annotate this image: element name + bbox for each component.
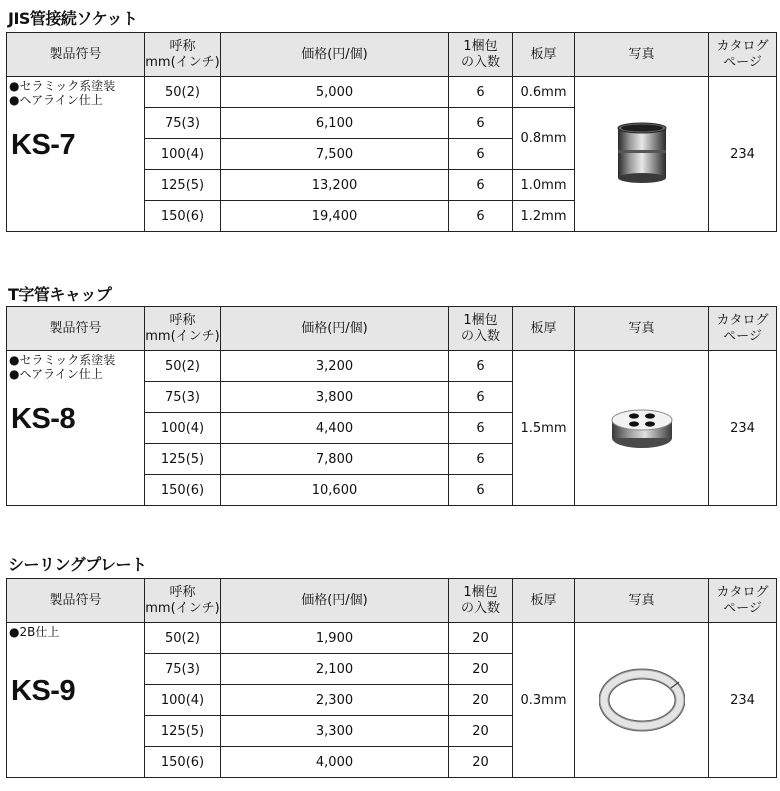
product-table (6, 578, 777, 778)
price: 7,500 (221, 139, 449, 170)
pack-quantity: 6 (449, 77, 513, 108)
nominal-size: 125(5) (145, 716, 221, 747)
nominal-size: 50(2) (145, 77, 221, 108)
price: 7,800 (221, 444, 449, 475)
nominal-size: 75(3) (145, 108, 221, 139)
price: 4,000 (221, 747, 449, 778)
nominal-size: 125(5) (145, 444, 221, 475)
product-photo (575, 351, 709, 506)
product-notes (7, 351, 144, 381)
product-table (6, 32, 777, 232)
header-nominal-line2: mm(インチ) (145, 54, 220, 70)
sealing-ring-icon (599, 668, 685, 732)
thickness: 0.8mm (513, 108, 575, 170)
header-code: 製品符号 (7, 33, 145, 77)
section-title: JIS管接続ソケット (8, 9, 138, 28)
nominal-size: 75(3) (145, 382, 221, 413)
section-title: シーリングプレート (8, 555, 147, 574)
nominal-size: 125(5) (145, 170, 221, 201)
nominal-size: 100(4) (145, 413, 221, 444)
header-row (7, 579, 777, 623)
header-nominal-line1: 呼称 (169, 38, 196, 54)
header-nominal (145, 579, 221, 623)
header-thickness: 板厚 (513, 307, 575, 351)
header-nominal-line2: mm(インチ) (145, 600, 220, 616)
thickness: 0.6mm (513, 77, 575, 108)
pack-quantity: 6 (449, 108, 513, 139)
catalog-page: 234 (709, 77, 777, 232)
note-line: ●ヘアライン仕上 (9, 93, 103, 107)
socket-cylinder-icon (612, 122, 672, 186)
header-photo: 写真 (575, 307, 709, 351)
product-photo (575, 623, 709, 778)
thickness: 1.5mm (513, 351, 575, 506)
pack-quantity: 20 (449, 747, 513, 778)
header-pack-line2: の入数 (460, 600, 500, 616)
header-pack-line1: 1梱包 (463, 38, 498, 54)
product-code-cell (7, 77, 145, 232)
price: 1,900 (221, 623, 449, 654)
price: 2,300 (221, 685, 449, 716)
catalog-page: 234 (709, 351, 777, 506)
table-row (7, 351, 777, 382)
header-nominal-line1: 呼称 (169, 584, 196, 600)
header-code: 製品符号 (7, 307, 145, 351)
nominal-size: 50(2) (145, 623, 221, 654)
header-pack-line2: の入数 (460, 328, 500, 344)
product-code: KS-9 (11, 675, 76, 707)
pack-quantity: 6 (449, 382, 513, 413)
pack-quantity: 6 (449, 351, 513, 382)
header-price: 価格(円/個) (221, 33, 449, 77)
header-catalog-line1: カタログ (716, 38, 769, 54)
pack-quantity: 6 (449, 475, 513, 506)
price: 13,200 (221, 170, 449, 201)
pack-quantity: 20 (449, 654, 513, 685)
header-row (7, 33, 777, 77)
price: 19,400 (221, 201, 449, 232)
pack-quantity: 6 (449, 139, 513, 170)
header-catalog-line2: ページ (723, 600, 762, 616)
nominal-size: 100(4) (145, 139, 221, 170)
pack-quantity: 6 (449, 170, 513, 201)
header-catalog-line1: カタログ (716, 584, 769, 600)
table-row (7, 77, 777, 108)
table-row (7, 623, 777, 654)
thickness: 1.2mm (513, 201, 575, 232)
product-notes (7, 77, 144, 107)
header-thickness: 板厚 (513, 33, 575, 77)
pack-quantity: 6 (449, 201, 513, 232)
price: 10,600 (221, 475, 449, 506)
catalog-page: 234 (709, 623, 777, 778)
note-line: ●2B仕上 (9, 625, 60, 639)
product-table (6, 306, 777, 506)
nominal-size: 150(6) (145, 475, 221, 506)
header-catalog (709, 33, 777, 77)
header-catalog (709, 307, 777, 351)
pack-quantity: 6 (449, 413, 513, 444)
price: 2,100 (221, 654, 449, 685)
nominal-size: 75(3) (145, 654, 221, 685)
header-pack (449, 307, 513, 351)
price: 3,800 (221, 382, 449, 413)
header-catalog-line2: ページ (723, 328, 762, 344)
product-notes (7, 623, 144, 639)
header-pack (449, 33, 513, 77)
header-thickness: 板厚 (513, 579, 575, 623)
nominal-size: 50(2) (145, 351, 221, 382)
nominal-size: 150(6) (145, 201, 221, 232)
product-code: KS-7 (11, 129, 76, 161)
product-code-cell (7, 351, 145, 506)
product-code: KS-8 (11, 403, 76, 435)
nominal-size: 150(6) (145, 747, 221, 778)
header-row (7, 307, 777, 351)
header-nominal-line1: 呼称 (169, 312, 196, 328)
header-catalog-line1: カタログ (716, 312, 769, 328)
price: 5,000 (221, 77, 449, 108)
product-photo (575, 77, 709, 232)
header-price: 価格(円/個) (221, 579, 449, 623)
header-nominal-line2: mm(インチ) (145, 328, 220, 344)
header-nominal (145, 33, 221, 77)
pack-quantity: 20 (449, 623, 513, 654)
product-code-cell (7, 623, 145, 778)
header-code: 製品符号 (7, 579, 145, 623)
header-catalog-line2: ページ (723, 54, 762, 70)
header-nominal (145, 307, 221, 351)
section-title: T字管キャップ (8, 285, 112, 304)
pack-quantity: 20 (449, 716, 513, 747)
header-pack-line1: 1梱包 (463, 312, 498, 328)
thickness: 1.0mm (513, 170, 575, 201)
header-photo: 写真 (575, 33, 709, 77)
note-line: ●セラミック系塗装 (9, 79, 116, 93)
header-price: 価格(円/個) (221, 307, 449, 351)
pack-quantity: 6 (449, 444, 513, 475)
price: 6,100 (221, 108, 449, 139)
header-pack-line2: の入数 (460, 54, 500, 70)
price: 3,300 (221, 716, 449, 747)
cap-disc-icon (607, 400, 677, 456)
nominal-size: 100(4) (145, 685, 221, 716)
pack-quantity: 20 (449, 685, 513, 716)
note-line: ●セラミック系塗装 (9, 353, 116, 367)
header-pack (449, 579, 513, 623)
header-pack-line1: 1梱包 (463, 584, 498, 600)
price: 4,400 (221, 413, 449, 444)
note-line: ●ヘアライン仕上 (9, 367, 103, 381)
header-photo: 写真 (575, 579, 709, 623)
thickness: 0.3mm (513, 623, 575, 778)
price: 3,200 (221, 351, 449, 382)
header-catalog (709, 579, 777, 623)
